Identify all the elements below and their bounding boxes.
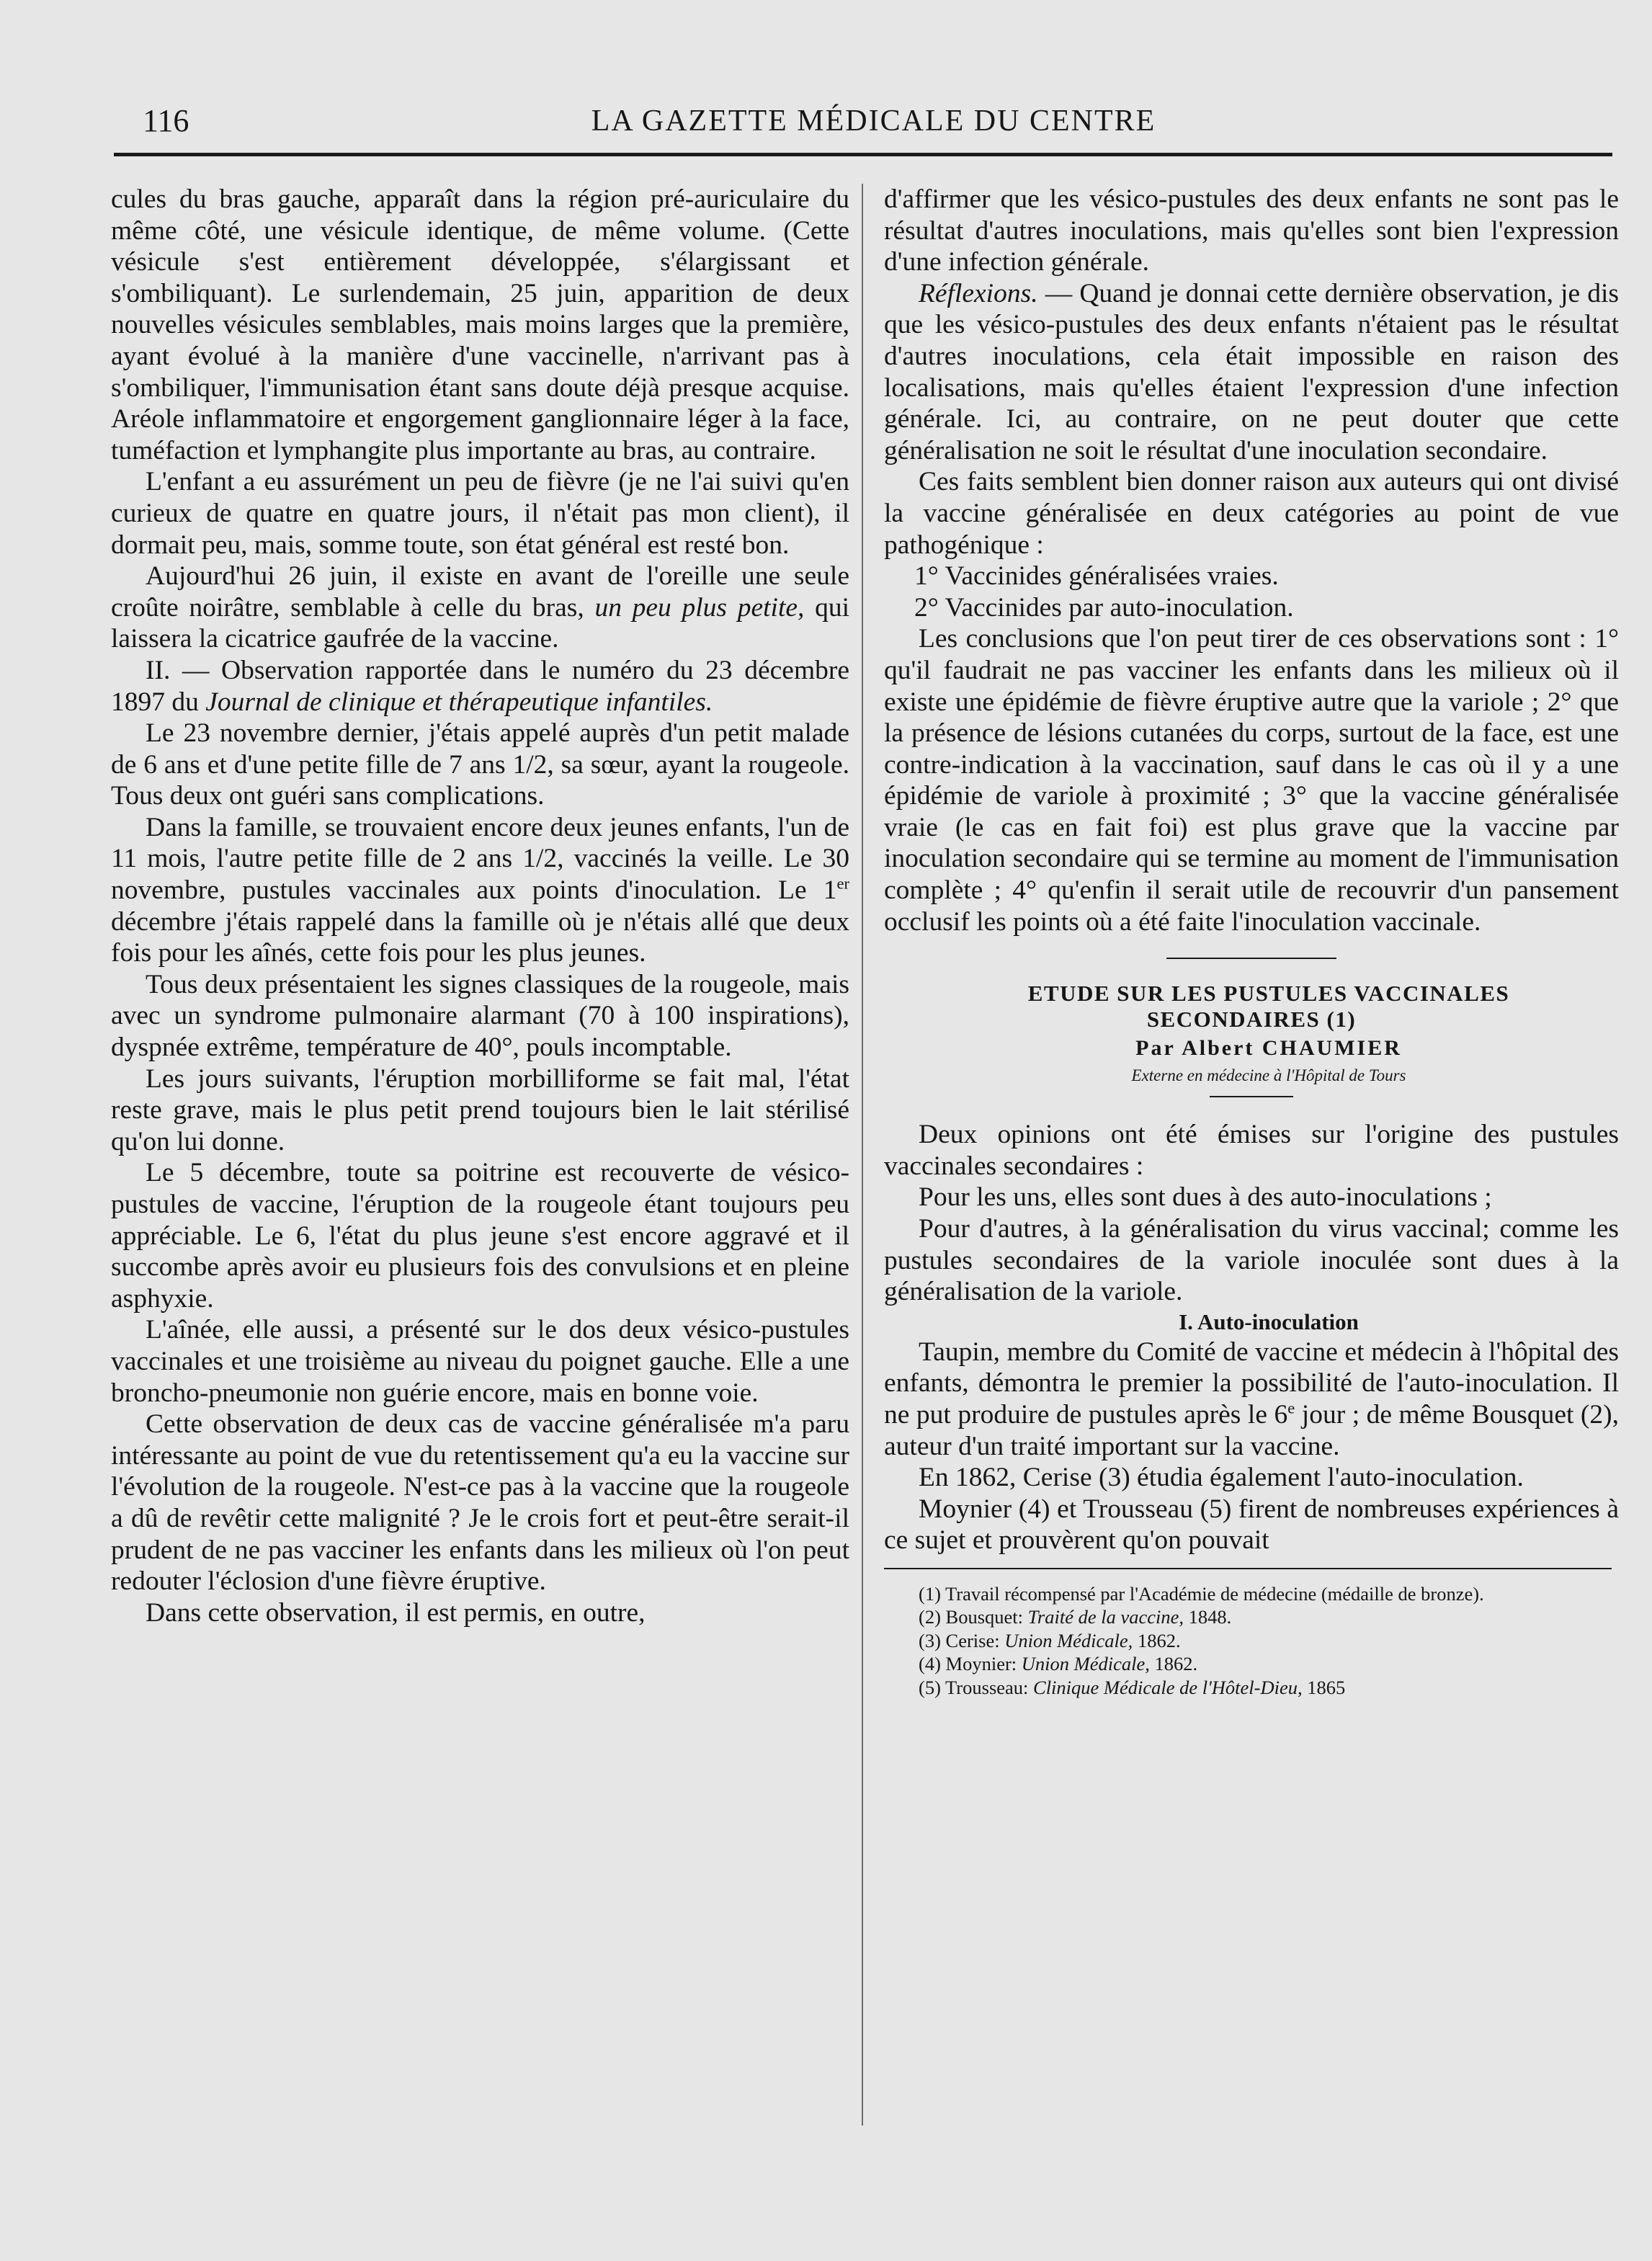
footnote: (3) Cerise: Union Médicale, 1862. bbox=[919, 1629, 1181, 1651]
article-title: ETUDE SUR LES PUSTULES VACCINALES SECONDAIRES (1) bbox=[1027, 981, 1510, 1033]
paragraph: Taupin, membre du Comité de vaccine et médecin à l'hôpital des enfants, démontra le premier la possibilité de l'auto-inoculation. Il ne put produire de pustules après le 6e jour ; de même Bousquet (2), auteur d'un traité important sur la vaccine. bbox=[884, 1337, 1619, 1461]
paragraph: Deux opinions ont été émises sur l'origine des pustules vaccinales secondaires : bbox=[884, 1120, 1619, 1181]
left-column bbox=[111, 184, 849, 1628]
paragraph: Ces faits semblent bien donner raison aux auteurs qui ont divisé la vaccine généralisée en deux catégories au point de vue pathogénique : bbox=[884, 467, 1619, 560]
page-number: 116 bbox=[143, 103, 189, 138]
footnotes-rule bbox=[884, 1568, 1612, 1569]
paragraph: Réflexions. — Quand je donnai cette dernière observation, je dis que les vésico-pustules des deux enfants n'étaient pas le résultat d'autres inoculations, cela était impossible en raison des localisations, mais qu'elles étaient l'expression d'une infection générale. Ici, au contraire, on ne peut douter que cette généralisation ne soit le résultat d'une inoculation secondaire. bbox=[884, 278, 1620, 465]
paragraph: Tous deux présentaient les signes classiques de la rougeole, mais avec un syndrome pulmonaire alarmant (70 à 100 inspirations), dyspnée extrême, température de 40°, pouls incomptable. bbox=[111, 969, 849, 1063]
paragraph: En 1862, Cerise (3) étudia également l'auto-inoculation. bbox=[919, 1463, 1524, 1493]
paragraph: Aujourd'hui 26 juin, il existe en avant de l'oreille une seule croûte noirâtre, semblable à celle du bras, un peu plus petite, qui laissera la cicatrice gaufrée de la vaccine. bbox=[111, 561, 850, 654]
section-heading: I. Auto-inoculation bbox=[1179, 1308, 1359, 1334]
right-column bbox=[884, 184, 1619, 1699]
paragraph: Dans cette observation, il est permis, en outre, bbox=[146, 1597, 646, 1628]
paragraph: Pour d'autres, à la généralisation du virus vaccinal; comme les pustules secondaires de la variole inoculée sont dues à la généralisation de la variole. bbox=[884, 1214, 1619, 1307]
footnote: (4) Moynier: Union Médicale, 1862. bbox=[919, 1653, 1198, 1675]
paragraph: Le 5 décembre, toute sa poitrine est recouverte de vésico-pustules de vaccine, l'éruption de la rougeole étant toujours peu appréciable. Le 6, l'état du plus jeune s'est encore aggravé et il succombe après avoir eu plusieurs fois des convulsions et en pleine asphyxie. bbox=[111, 1158, 849, 1314]
list-item: 2° Vaccinides par auto-inoculation. bbox=[914, 592, 1294, 623]
paragraph: II. — Observation rapportée dans le numéro du 23 décembre 1897 du Journal de clinique et thérapeutique infantiles. bbox=[111, 655, 849, 717]
footnote: (1) Travail récompensé par l'Académie de médecine (médaille de bronze). bbox=[919, 1582, 1484, 1605]
list-item: 1° Vaccinides généralisées vraies. bbox=[914, 561, 1279, 592]
article-author: Par Albert CHAUMIER bbox=[1135, 1036, 1402, 1061]
title-rule bbox=[1210, 1096, 1293, 1097]
paragraph: Dans la famille, se trouvaient encore deux jeunes enfants, l'un de 11 mois, l'autre petite fille de 2 ans 1/2, vaccinés la veille. Le 30 novembre, pustules vaccinales aux points d'inoculation. Le 1er décembre j'étais rappelé dans la famille où je n'étais allé que deux fois pour les aînés, cette fois pour les plus jeunes. bbox=[111, 812, 849, 968]
paragraph: Le 23 novembre dernier, j'étais appelé auprès d'un petit malade de 6 ans et d'une petite fille de 7 ans 1/2, sa sœur, ayant la rougeole. Tous deux ont guéri sans complications. bbox=[111, 718, 849, 811]
paragraph: L'enfant a eu assurément un peu de fièvre (je ne l'ai suivi qu'en curieux de quatre en quatre jours, il n'était pas mon client), il dormait peu, mais, somme toute, son état général est resté bon. bbox=[111, 467, 849, 560]
column-divider bbox=[862, 184, 863, 2126]
paragraph: Les jours suivants, l'éruption morbilliforme se fait mal, l'état reste grave, mais le plus petit prend toujours bien le lait stérilisé qu'on lui donne. bbox=[111, 1063, 849, 1156]
journal-reference: Journal de clinique et thérapeutique infantiles. bbox=[205, 687, 713, 717]
article-affiliation: Externe en médecine à l'Hôpital de Tours bbox=[1131, 1066, 1406, 1085]
footnotes bbox=[884, 1582, 1619, 1700]
article-separator bbox=[1166, 958, 1336, 959]
page-header bbox=[137, 98, 1610, 144]
paragraph: Les conclusions que l'on peut tirer de ces observations sont : 1° qu'il faudrait ne pas vacciner les enfants dans les milieux où il existe une épidémie de fièvre éruptive autre que la variole ; 2° que la présence de lésions cutanées du corps, surtout de la face, est une contre-indication à la vaccination, sauf dans le cas où il y a une épidémie de variole à proximité ; 3° que la vaccine généralisée vraie (le cas en fait foi) est plus grave que la vaccine par inoculation secondaire qui se termine au moment de l'immunisation complète ; 4° qu'enfin il serait utile de recouvrir d'un pansement occlusif les points où a été faite l'inoculation vaccinale. bbox=[884, 624, 1619, 937]
paragraph: cules du bras gauche, apparaît dans la région pré-auriculaire du même côté, une vésicule identique, de même volume. (Cette vésicule s'est entièrement développée, s'élargissant et s'ombiliquant). Le surlendemain, 25 juin, apparition de deux nouvelles vésicules semblables, mais moins larges que la première, ayant évolué à la manière d'une vaccinelle, n'arrivant pas à s'ombiliquer, l'immunisation étant sans doute déjà presque acquise. Aréole inflammatoire et engorgement ganglionnaire léger à la face, tuméfaction et lymphangite plus importante au bras, au contraire. bbox=[111, 184, 849, 465]
journal-title: LA GAZETTE MÉDICALE DU CENTRE bbox=[591, 104, 1156, 138]
footnote: (2) Bousquet: Traité de la vaccine, 1848. bbox=[919, 1606, 1232, 1628]
emphasis: un peu plus petite, bbox=[594, 592, 805, 623]
paragraph: d'affirmer que les vésico-pustules des deux enfants ne sont pas le résultat d'autres inoculations, mais qu'elles sont bien l'expression d'une infection générale. bbox=[884, 184, 1619, 277]
section-label: Réflexions. bbox=[919, 278, 1038, 308]
paragraph: Pour les uns, elles sont dues à des auto-inoculations ; bbox=[919, 1182, 1492, 1213]
header-rule bbox=[114, 153, 1612, 156]
paragraph: Cette observation de deux cas de vaccine généralisée m'a paru intéressante au point de vue du retentissement qu'a eu la vaccine sur l'évolution de la rougeole. N'est-ce pas à la vaccine que la rougeole a dû de revêtir cette malignité ? Je le crois fort et peut-être serait-il prudent de ne pas vacciner les enfants dans les milieux où l'on peut redouter l'éclosion d'une fièvre éruptive. bbox=[111, 1409, 849, 1597]
paragraph: Moynier (4) et Trousseau (5) firent de nombreuses expériences à ce sujet et prouvèrent qu'on pouvait bbox=[884, 1494, 1619, 1556]
paragraph: L'aînée, elle aussi, a présenté sur le dos deux vésico-pustules vaccinales et une troisième au niveau du poignet gauche. Elle a une broncho-pneumonie non guérie encore, mais en bonne voie. bbox=[111, 1315, 849, 1408]
footnote: (5) Trousseau: Clinique Médicale de l'Hôtel-Dieu, 1865 bbox=[919, 1676, 1346, 1698]
